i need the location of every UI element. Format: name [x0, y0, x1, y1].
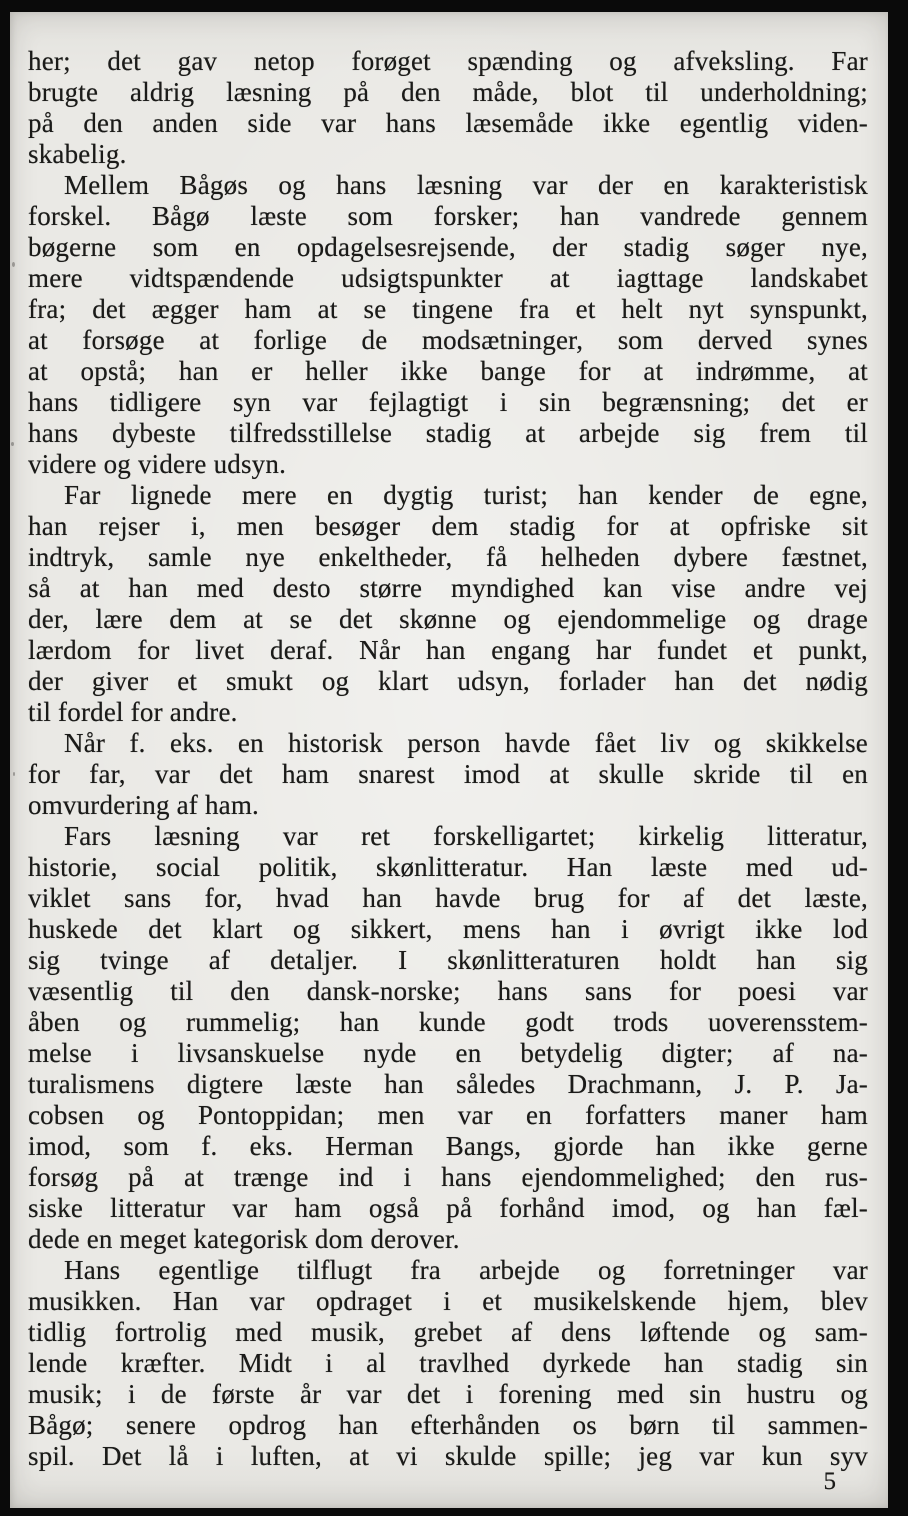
text-line: her; det gav netop forøget spænding og afveksling. Far: [28, 46, 868, 76]
text-line: spil. Det lå i luften, at vi skulde spille; jeg var kun syv: [28, 1441, 868, 1471]
text-line: forsøg på at trænge ind i hans ejendommelighed; den rus-: [28, 1162, 868, 1192]
text-line: lærdom for livet deraf. Når han engang har fundet et punkt,: [28, 635, 868, 665]
text-line: hans tidligere syn var fejlagtigt i sin begrænsning; det er: [28, 387, 868, 417]
text-line: Mellem Bågøs og hans læsning var der en karakteristisk: [64, 170, 868, 200]
page-number: 5: [823, 1468, 836, 1495]
text-line: siske litteratur var ham også på forhånd imod, og han fæl-: [28, 1193, 868, 1223]
text-line: omvurdering af ham.: [28, 790, 259, 820]
text-line: cobsen og Pontoppidan; men var en forfatters maner ham: [28, 1100, 868, 1130]
text-line: indtryk, samle nye enkeltheder, få helheden dybere fæstnet,: [28, 542, 868, 572]
text-line: imod, som f. eks. Herman Bangs, gjorde han ikke gerne: [28, 1131, 868, 1161]
text-line: tidlig fortrolig med musik, grebet af dens løftende og sam-: [28, 1317, 868, 1347]
text-line: så at han med desto større myndighed kan vise andre vej: [28, 573, 868, 603]
text-line: forskel. Bågø læste som forsker; han vandrede gennem: [28, 201, 868, 231]
text-line: at forsøge at forlige de modsætninger, som derved synes: [28, 325, 868, 355]
text-line: Far lignede mere en dygtig turist; han kender de egne,: [64, 480, 868, 510]
text-line: at opstå; han er heller ikke bange for at indrømme, at: [28, 356, 868, 386]
text-line: musikken. Han var opdraget i et musikelskende hjem, blev: [28, 1286, 868, 1316]
text-line: mere vidtspændende udsigtspunkter at iagttage landskabet: [28, 263, 868, 293]
page-paper: [10, 12, 888, 1508]
text-line: melse i livsanskuelse nyde en betydelig digter; af na-: [28, 1038, 868, 1068]
text-line: for far, var det ham snarest imod at skulle skride til en: [28, 759, 868, 789]
scan-speckle: [13, 772, 15, 776]
text-line: Bågø; senere opdrog han efterhånden os børn til sammen-: [28, 1410, 868, 1440]
scan-speckle: [12, 262, 15, 267]
text-line: på den anden side var hans læsemåde ikke egentlig viden-: [28, 108, 868, 138]
text-line: sig tvinge af detaljer. I skønlitteraturen holdt han sig: [28, 945, 868, 975]
text-line: Når f. eks. en historisk person havde fået liv og skikkelse: [64, 728, 868, 758]
text-line: turalismens digtere læste han således Drachmann, J. P. Ja-: [28, 1069, 868, 1099]
text-line: åben og rummelig; han kunde godt trods uoverensstem-: [28, 1007, 868, 1037]
text-line: videre og videre udsyn.: [28, 449, 287, 479]
text-line: hans dybeste tilfredsstillelse stadig at arbejde sig frem til: [28, 418, 868, 448]
text-line: til fordel for andre.: [28, 697, 238, 727]
text-line: brugte aldrig læsning på den måde, blot til underholdning;: [28, 77, 868, 107]
text-line: huskede det klart og sikkert, mens han i øvrigt ikke lod: [28, 914, 868, 944]
text-line: væsentlig til den dansk-norske; hans sans for poesi var: [28, 976, 868, 1006]
text-line: Hans egentlige tilflugt fra arbejde og forretninger var: [64, 1255, 868, 1285]
text-line: fra; det ægger ham at se tingene fra et helt nyt synspunkt,: [28, 294, 868, 324]
text-line: viklet sans for, hvad han havde brug for af det læste,: [28, 883, 868, 913]
text-line: der giver et smukt og klart udsyn, forlader han det nødig: [28, 666, 868, 696]
text-line: Fars læsning var ret forskelligartet; kirkelig litteratur,: [64, 821, 868, 851]
text-line: musik; i de første år var det i forening med sin hustru og: [28, 1379, 868, 1409]
text-line: der, lære dem at se det skønne og ejendommelige og drage: [28, 604, 868, 634]
text-line: lende kræfter. Midt i al travlhed dyrkede han stadig sin: [28, 1348, 868, 1378]
page-text-block: [28, 46, 868, 1472]
text-line: dede en meget kategorisk dom derover.: [28, 1224, 460, 1254]
text-line: historie, social politik, skønlitteratur. Han læste med ud-: [28, 852, 868, 882]
scan-speckle: [11, 442, 14, 446]
text-line: han rejser i, men besøger dem stadig for at opfriske sit: [28, 511, 868, 541]
text-line: skabelig.: [28, 139, 127, 169]
text-line: bøgerne som en opdagelsesrejsende, der stadig søger nye,: [28, 232, 868, 262]
